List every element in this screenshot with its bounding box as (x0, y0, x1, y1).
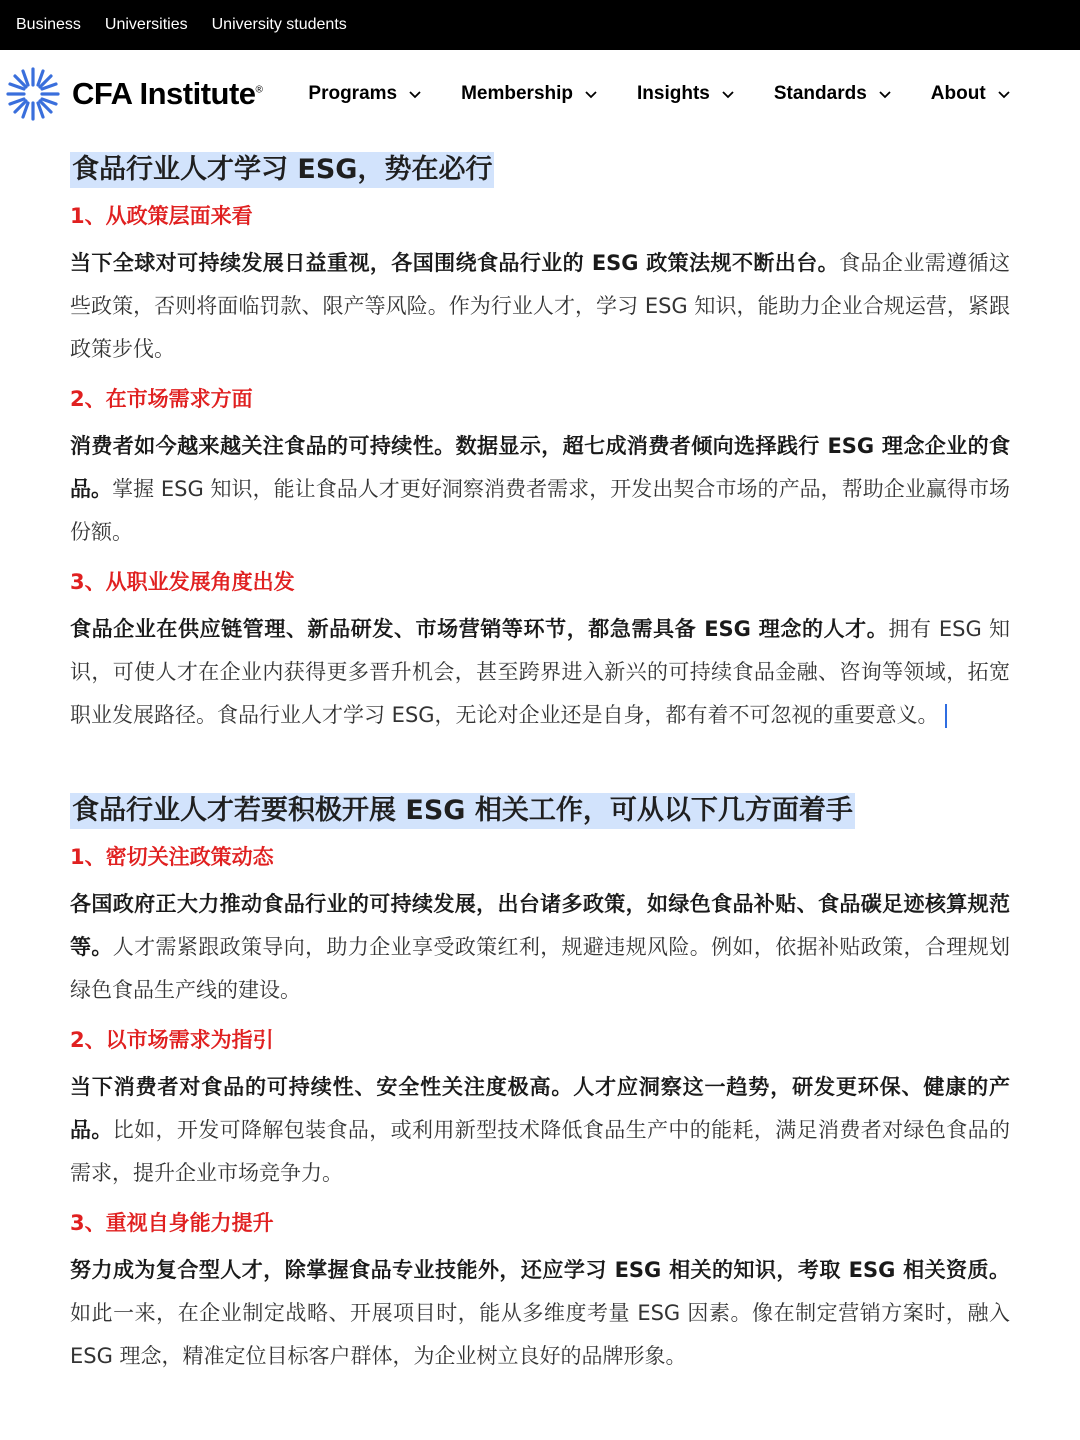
nav-programs-label: Programs (308, 83, 398, 104)
nav-insights[interactable] (637, 83, 734, 105)
subheading: 1、密切关注政策动态 (70, 845, 274, 869)
paragraph (70, 883, 1010, 1012)
nav-membership-label: Membership (461, 83, 574, 104)
article-body (0, 138, 1080, 1378)
subheading: 3、重视自身能力提升 (70, 1211, 274, 1235)
nav-about[interactable] (931, 83, 1010, 105)
paragraph-text: 比如，开发可降解包装食品，或利用新型技术降低食品生产中的能耗，满足消费者对绿色食品的需求，提升企业市场竞争力。 (70, 1118, 1011, 1185)
paragraph (70, 425, 1010, 554)
subheading: 3、从职业发展角度出发 (70, 570, 295, 594)
nav-programs[interactable] (308, 83, 421, 105)
subheading: 1、从政策层面来看 (70, 204, 253, 228)
chevron-down-icon (722, 83, 734, 105)
nav-standards[interactable] (774, 83, 891, 105)
paragraph-text: 食品企业需遵循这些政策，否则将面临罚款、限产等风险。作为行业人才，学习 ESG 知识，能助力企业合规运营，紧跟政策步伐。 (70, 251, 1011, 361)
chevron-down-icon (585, 83, 597, 105)
paragraph-text: 掌握 ESG 知识，能让食品人才更好洞察消费者需求，开发出契合市场的产品，帮助企业赢得市场份额。 (70, 477, 1011, 544)
registered-mark: ® (255, 84, 263, 96)
logo-text: CFA Institute (72, 76, 256, 111)
subheading: 2、在市场需求方面 (70, 387, 253, 411)
paragraph-lead: 食品企业在供应链管理、新品研发、市场营销等环节，都急需具备 ESG 理念的人才。 (70, 617, 889, 641)
nav-insights-label: Insights (637, 83, 710, 104)
paragraph-text: 如此一来，在企业制定战略、开展项目时，能从多维度考量 ESG 因素。像在制定营销方案时，融入 ESG 理念，精准定位目标客户群体，为企业树立良好的品牌形象。 (70, 1301, 1010, 1368)
subheading: 2、以市场需求为指引 (70, 1028, 274, 1052)
audience-topbar (0, 0, 1080, 50)
cfa-logo[interactable] (4, 65, 262, 123)
nav-about-label: About (930, 83, 986, 104)
section-title: 食品行业人才若要积极开展 ESG 相关工作，可从以下几方面着手 (70, 793, 855, 829)
chevron-down-icon (879, 83, 891, 105)
nav-standards-label: Standards (773, 83, 867, 104)
site-header (0, 50, 1080, 138)
paragraph (70, 1249, 1010, 1378)
paragraph-lead: 消费者如今越来越关注食品的可持续性。数据显示，超七成消费者倾向选择践行 ESG 理念企业的食品。 (70, 434, 1010, 501)
paragraph-lead: 当下全球对可持续发展日益重视，各国围绕食品行业的 ESG 政策法规不断出台。 (70, 251, 840, 275)
paragraph-lead: 当下消费者对食品的可持续性、安全性关注度极高。人才应洞察这一趋势，研发更环保、健康的产品。 (70, 1075, 1010, 1142)
paragraph (70, 608, 1010, 737)
paragraph (70, 1066, 1010, 1195)
paragraph-text: 拥有 ESG 知识，可使人才在企业内获得更多晋升机会，甚至跨界进入新兴的可持续食品金融、咨询等领域，拓宽职业发展路径。食品行业人才学习 ESG，无论对企业还是自身，都有着不可忽视的重要意义。 (70, 617, 1010, 727)
logo-wordmark (72, 76, 262, 112)
main-nav (308, 83, 1009, 105)
section-spacer (70, 741, 1010, 793)
chevron-down-icon (998, 83, 1010, 105)
chevron-down-icon (409, 83, 421, 105)
topbar-link-university-students[interactable]: University students (211, 16, 347, 33)
text-cursor (945, 704, 947, 728)
section-title: 食品行业人才学习 ESG，势在必行 (70, 152, 494, 188)
topbar-link-business[interactable]: Business (16, 16, 81, 33)
topbar-link-universities[interactable]: Universities (104, 16, 188, 33)
paragraph-lead: 各国政府正大力推动食品行业的可持续发展，出台诸多政策，如绿色食品补贴、食品碳足迹核算规范等。 (70, 892, 1010, 959)
paragraph (70, 242, 1010, 371)
paragraph-text: 人才需紧跟政策导向，助力企业享受政策红利，规避违规风险。例如，依据补贴政策，合理规划绿色食品生产线的建设。 (70, 935, 1011, 1002)
nav-membership[interactable] (461, 83, 597, 105)
paragraph-lead: 努力成为复合型人才，除掌握食品专业技能外，还应学习 ESG 相关的知识，考取 ESG 相关资质。 (70, 1258, 1010, 1282)
cfa-globe-icon (4, 65, 62, 123)
